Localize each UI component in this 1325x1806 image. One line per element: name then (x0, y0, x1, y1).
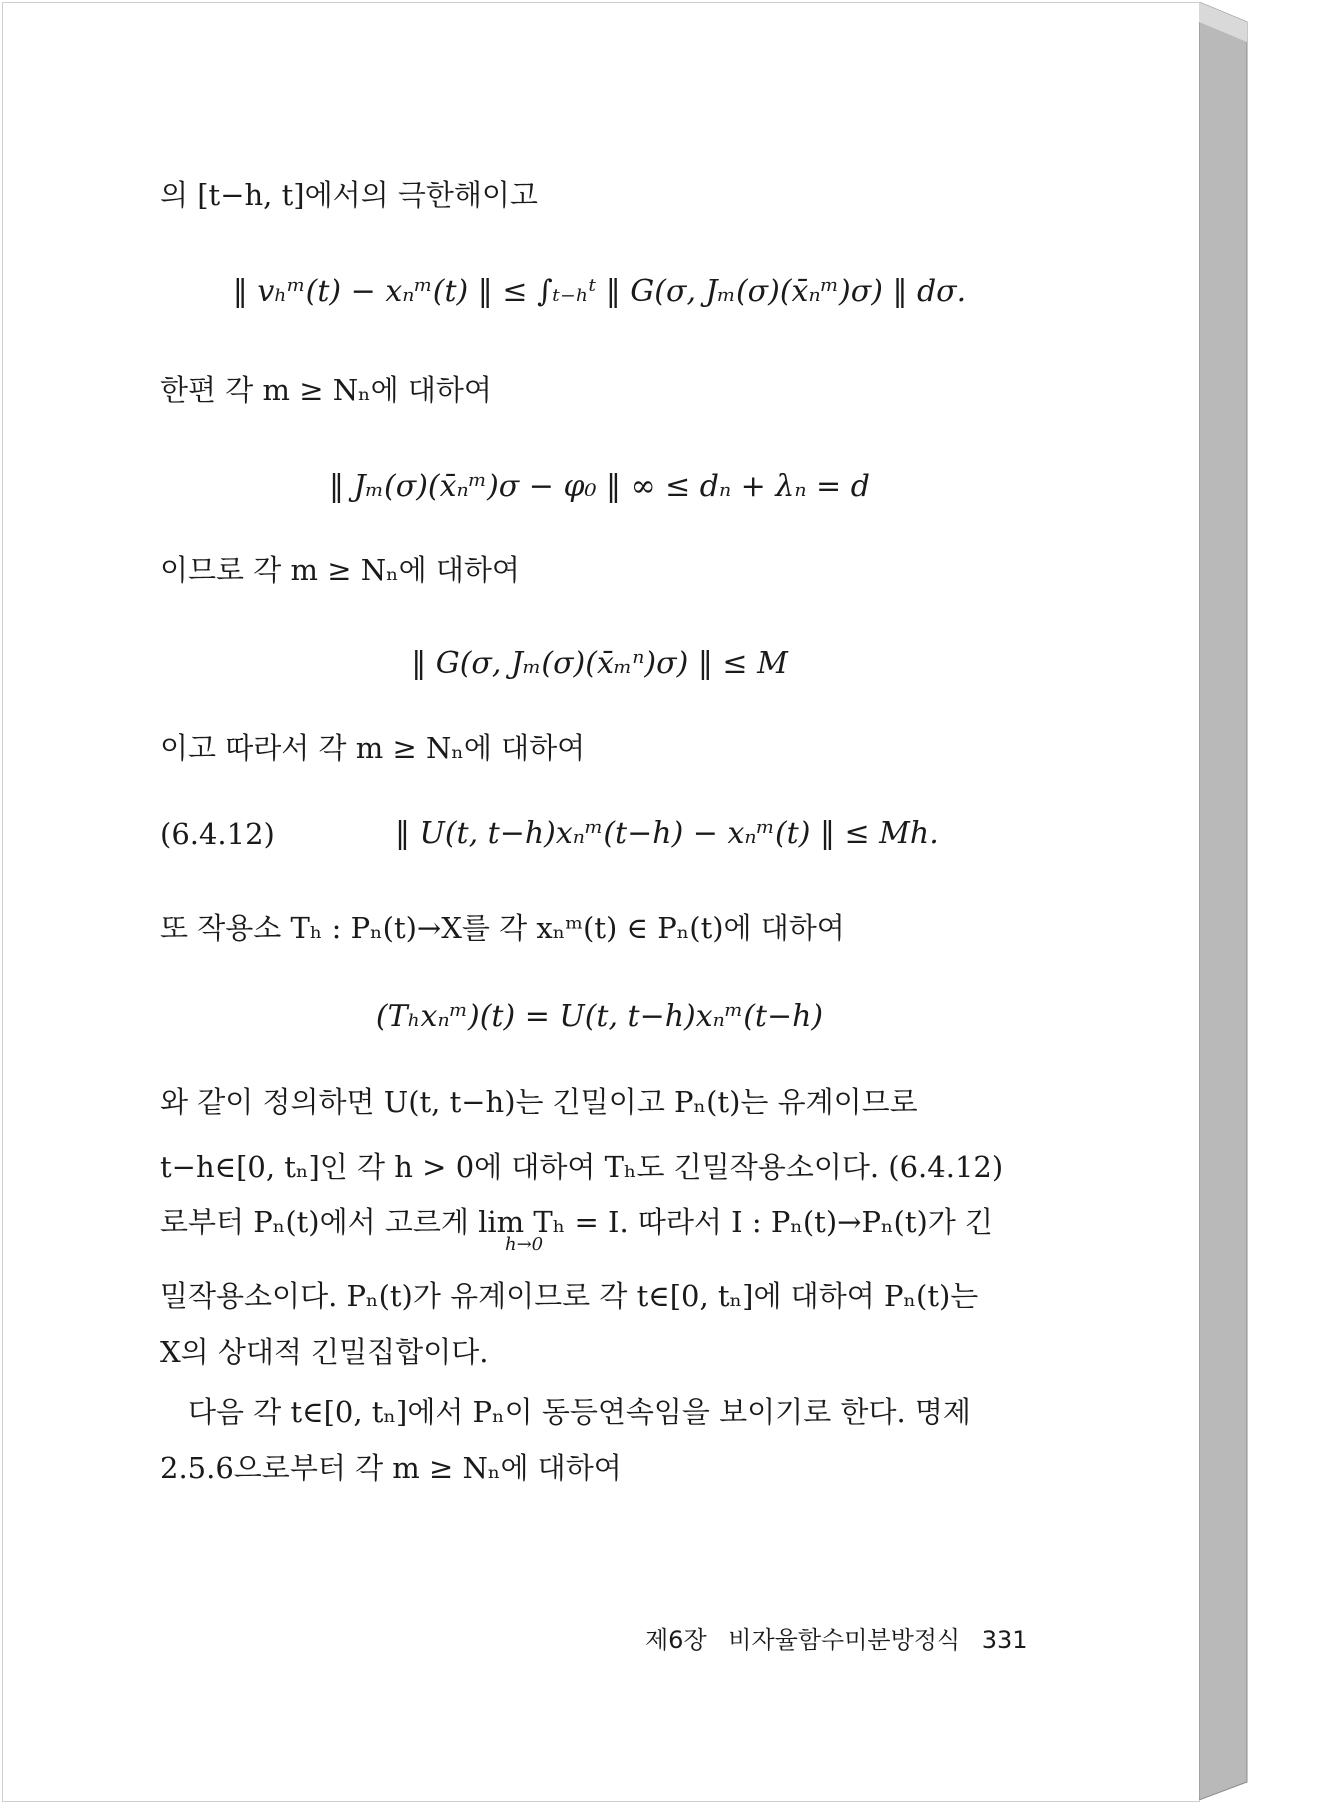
equation-3: ‖ G(σ, Jₘ(σ)(x̄ₘⁿ)σ) ‖ ≤ M (411, 646, 788, 681)
page-edge (1199, 2, 1251, 1800)
text-line-2: 한편 각 m ≥ Nₙ에 대하여 (160, 373, 492, 407)
text-line-8: 로부터 Pₙ(t)에서 고르게 lim Tₕ = I. 따라서 I : Pₙ(t)→Pₙ(t)가 긴 (160, 1205, 994, 1239)
equation-number: (6.4.12) (160, 817, 275, 851)
text-line-9: 밀작용소이다. Pₙ(t)가 유계이므로 각 t∈[0, tₙ]에 대하여 Pₙ(t)는 (160, 1279, 979, 1313)
page-footer (645, 1620, 1042, 1655)
text-line-3: 이므로 각 m ≥ Nₙ에 대하여 (160, 553, 520, 587)
equation-1: ‖ vₕᵐ(t) − xₙᵐ(t) ‖ ≤ ∫ₜ₋ₕᵗ ‖ G(σ, Jₘ(σ)(x̄ₙᵐ)σ) ‖ dσ. (232, 274, 967, 309)
text-line-6: 와 같이 정의하면 U(t, t−h)는 긴밀이고 Pₙ(t)는 유계이므로 (160, 1085, 918, 1119)
text-line-7: t−h∈[0, tₙ]인 각 h > 0에 대하여 Tₕ도 긴밀작용소이다. (6.4.12) (160, 1150, 1004, 1184)
footer-title: 비자율함수미분방정식 (728, 1626, 961, 1654)
equation-2: ‖ Jₘ(σ)(x̄ₙᵐ)σ − φ₀ ‖ ∞ ≤ dₙ + λₙ = d (329, 469, 870, 504)
equation-5: (Tₕxₙᵐ)(t) = U(t, t−h)xₙᵐ(t−h) (375, 999, 824, 1034)
footer-page-number: 331 (981, 1626, 1028, 1654)
footer-chapter: 제6장 (645, 1626, 707, 1654)
text-line-5: 또 작용소 Tₕ : Pₙ(t)→X를 각 xₙᵐ(t) ∈ Pₙ(t)에 대하여 (160, 911, 845, 945)
text-line-4: 이고 따라서 각 m ≥ Nₙ에 대하여 (160, 731, 586, 765)
equation-4: ‖ U(t, t−h)xₙᵐ(t−h) − xₙᵐ(t) ‖ ≤ Mh. (395, 816, 939, 851)
text-line-12: 2.5.6으로부터 각 m ≥ Nₙ에 대하여 (160, 1451, 622, 1485)
text-line-10: X의 상대적 긴밀집합이다. (160, 1335, 489, 1369)
text-line-1: 의 [t−h, t]에서의 극한해이고 (160, 178, 538, 212)
text-line-11: 다음 각 t∈[0, tₙ]에서 Pₙ이 동등연속임을 보이기로 한다. 명제 (188, 1395, 971, 1429)
limit-subscript: h→0 (505, 1234, 544, 1255)
